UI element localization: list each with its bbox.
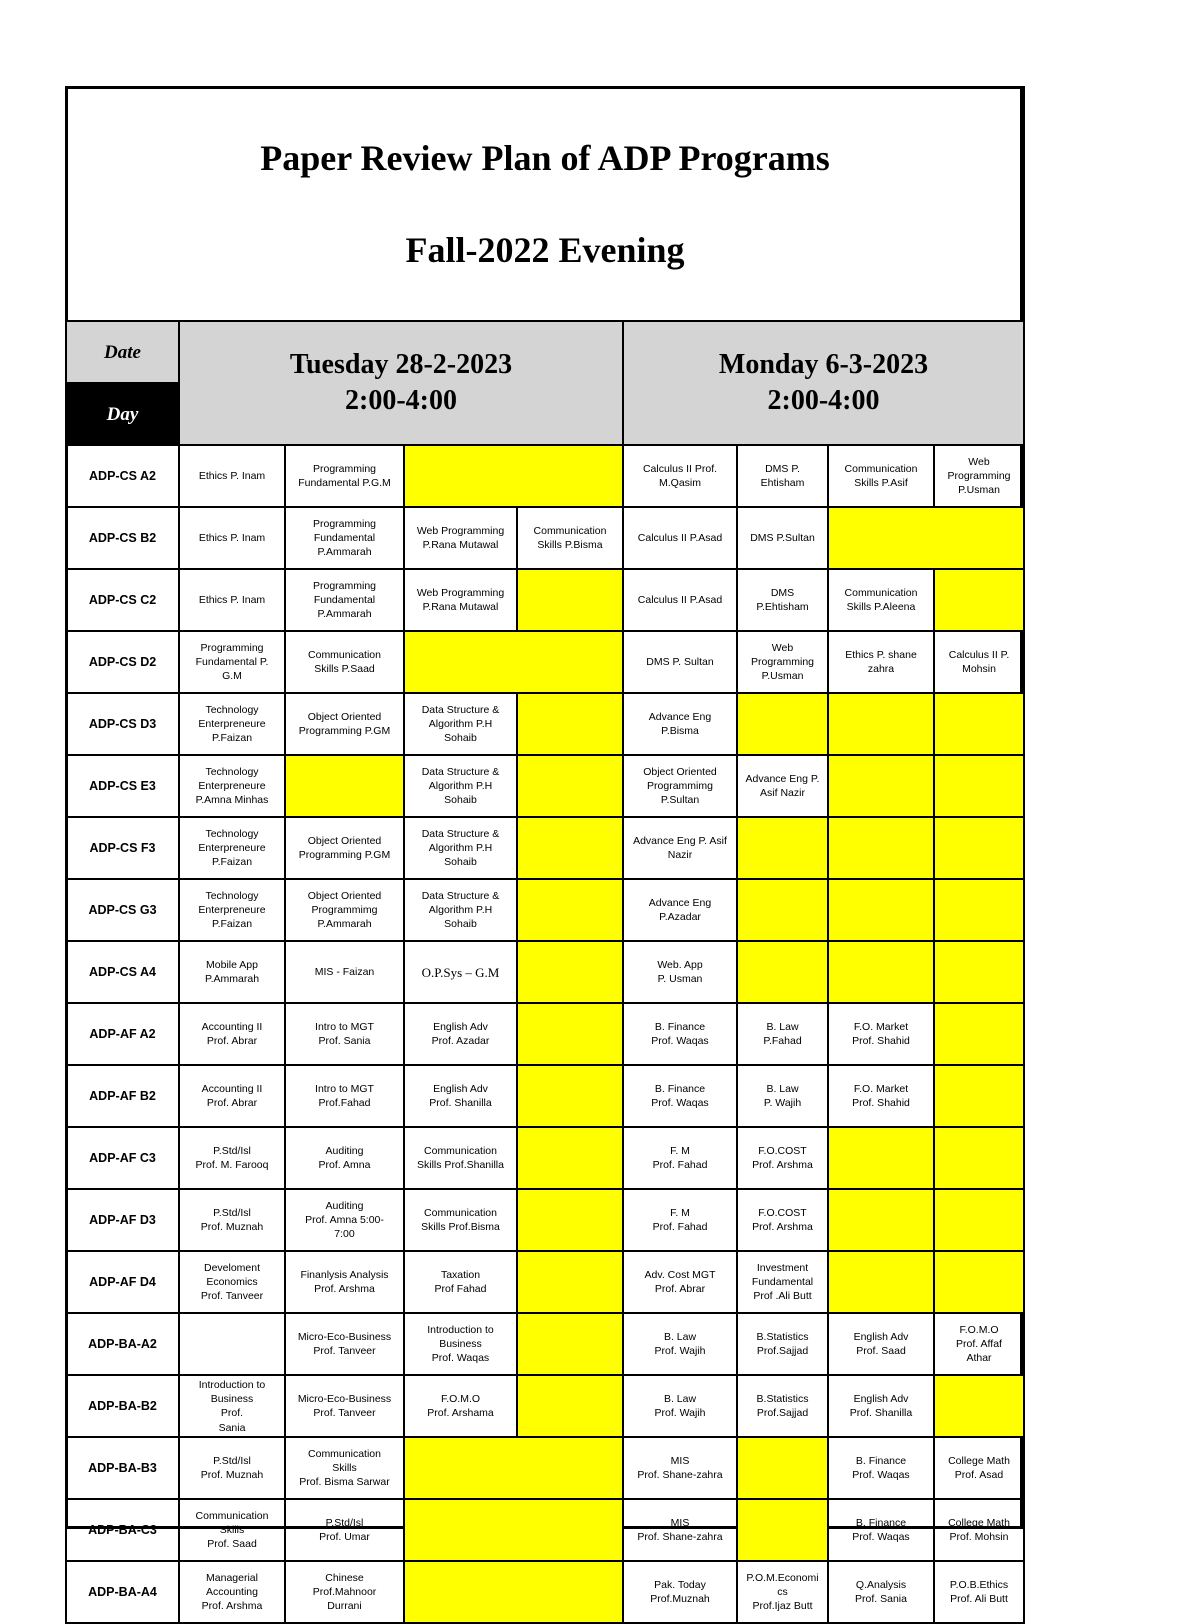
course-cell: Ethics P. shane zahra [828,631,934,693]
course-cell: Finanlysis Analysis Prof. Arshma [285,1251,404,1313]
course-cell: Taxation Prof Fahad [404,1251,517,1313]
course-cell: English Adv Prof. Azadar [404,1003,517,1065]
program-label: ADP-CS B2 [66,507,179,569]
empty-slot [737,693,828,755]
empty-slot [934,1127,1024,1189]
course-cell: MIS Prof. Shane-zahra [623,1437,737,1499]
course-cell: F.O.COST Prof. Arshma [737,1127,828,1189]
course-cell: Web Programming P.Rana Mutawal [404,569,517,631]
empty-slot [828,693,934,755]
empty-slot [737,941,828,1003]
empty-slot [285,755,404,817]
table-row [66,631,1024,693]
table-row [66,941,1024,1003]
course-cell: DMS P. Ehtisham [737,445,828,507]
program-label: ADP-AF C3 [66,1127,179,1189]
program-label: ADP-CS D2 [66,631,179,693]
table-row [66,693,1024,755]
empty-slot [934,1375,1024,1437]
course-cell: Technology Enterpreneure P.Faizan [179,879,285,941]
empty-slot [934,879,1024,941]
course-cell: Programming Fundamental P. G.M [179,631,285,693]
course-cell: Technology Enterpreneure P.Amna Minhas [179,755,285,817]
table-row [66,1003,1024,1065]
course-cell: Programming Fundamental P.G.M [285,445,404,507]
empty-slot [934,693,1024,755]
course-cell: F.O. Market Prof. Shahid [828,1003,934,1065]
course-cell: College Math Prof. Mohsin [934,1499,1024,1561]
table-row [66,879,1024,941]
course-cell: P.Std/Isl Prof. Umar [285,1499,404,1561]
course-cell: Communication Skills Prof.Bisma [404,1189,517,1251]
course-cell: P.Std/Isl Prof. M. Farooq [179,1127,285,1189]
empty-slot [737,817,828,879]
program-label: ADP-CS G3 [66,879,179,941]
table-row [66,507,1024,569]
empty-slot [828,1127,934,1189]
course-cell: P.O.B.Ethics Prof. Ali Butt [934,1561,1024,1623]
empty-slot [517,1251,623,1313]
course-cell: Advance Eng P.Bisma [623,693,737,755]
course-cell: B. Law Prof. Wajih [623,1375,737,1437]
empty-slot [517,1375,623,1437]
course-cell: B. Law P.Fahad [737,1003,828,1065]
empty-slot [934,941,1024,1003]
empty-slot [934,755,1024,817]
empty-slot [517,1189,623,1251]
course-cell: Object Oriented Programming P.GM [285,817,404,879]
empty-slot [517,879,623,941]
course-cell: Web. App P. Usman [623,941,737,1003]
course-cell: Calculus II P.Asad [623,507,737,569]
course-cell: F. M Prof. Fahad [623,1189,737,1251]
program-label: ADP-CS E3 [66,755,179,817]
course-cell: Web Programming P.Usman [934,445,1024,507]
course-cell: MIS Prof. Shane-zahra [623,1499,737,1561]
course-cell: Object Oriented Programming P.GM [285,693,404,755]
course-cell: B. Finance Prof. Waqas [623,1003,737,1065]
course-cell: Ethics P. Inam [179,445,285,507]
course-cell: Communication Skills P.Aleena [828,569,934,631]
course-cell: Q.Analysis Prof. Sania [828,1561,934,1623]
course-cell: English Adv Prof. Shanilla [828,1375,934,1437]
program-label: ADP-AF D4 [66,1251,179,1313]
empty-slot [828,817,934,879]
course-cell: DMS P. Sultan [623,631,737,693]
program-label: ADP-CS A4 [66,941,179,1003]
day2-header: Monday 6-3-2023 2:00-4:00 [623,321,1024,445]
course-cell: Programming Fundamental P.Ammarah [285,569,404,631]
course-cell: B. Law Prof. Wajih [623,1313,737,1375]
program-label: ADP-CS C2 [66,569,179,631]
empty-slot [934,1003,1024,1065]
course-cell: P.O.M.Economi cs Prof.Ijaz Butt [737,1561,828,1623]
program-label: ADP-AF D3 [66,1189,179,1251]
course-cell: Auditing Prof. Amna [285,1127,404,1189]
course-cell: Calculus II P. Mohsin [934,631,1024,693]
empty-slot [404,631,623,693]
course-cell: Communication Skills Prof. Bisma Sarwar [285,1437,404,1499]
course-cell: Calculus II Prof. M.Qasim [623,445,737,507]
empty-slot [517,693,623,755]
course-cell: Advance Eng P. Asif Nazir [737,755,828,817]
empty-slot [517,1065,623,1127]
table-row [66,1189,1024,1251]
course-cell: Object Oriented Programmimg P.Sultan [623,755,737,817]
course-cell: Data Structure & Algorithm P.H Sohaib [404,879,517,941]
program-label: ADP-AF A2 [66,1003,179,1065]
program-label: ADP-BA-C3 [66,1499,179,1561]
course-cell: B.Statistics Prof.Sajjad [737,1375,828,1437]
table-row [66,1375,1024,1437]
course-cell: Ethics P. Inam [179,507,285,569]
course-cell: O.P.Sys – G.M [404,941,517,1003]
empty-slot [404,1437,623,1499]
course-cell: Web Programming P.Rana Mutawal [404,507,517,569]
course-cell: Micro-Eco-Business Prof. Tanveer [285,1375,404,1437]
course-cell: Web Programming P.Usman [737,631,828,693]
course-cell: Introduction to Business Prof. Waqas [404,1313,517,1375]
empty-slot [934,1251,1024,1313]
date-label: Date [66,321,179,383]
empty-slot [828,1189,934,1251]
empty-slot [828,1251,934,1313]
course-cell: B. Finance Prof. Waqas [828,1437,934,1499]
empty-slot [828,941,934,1003]
course-cell: P.Std/Isl Prof. Muznah [179,1189,285,1251]
empty-slot [934,1065,1024,1127]
course-cell: Communication Skills P.Bisma [517,507,623,569]
course-cell: P.Std/Isl Prof. Muznah [179,1437,285,1499]
course-cell: B. Finance Prof. Waqas [828,1499,934,1561]
course-cell: F.O. Market Prof. Shahid [828,1065,934,1127]
course-cell: Communication Skills Prof. Saad [179,1499,285,1561]
page-title [66,87,1024,321]
course-cell: English Adv Prof. Shanilla [404,1065,517,1127]
empty-slot [517,1127,623,1189]
course-cell [179,1313,285,1375]
empty-slot [404,445,623,507]
table-row [66,569,1024,631]
course-cell: Data Structure & Algorithm P.H Sohaib [404,693,517,755]
program-label: ADP-CS F3 [66,817,179,879]
table-row [66,755,1024,817]
course-cell: Technology Enterpreneure P.Faizan [179,817,285,879]
program-label: ADP-CS D3 [66,693,179,755]
course-cell: Data Structure & Algorithm P.H Sohaib [404,755,517,817]
course-cell: Intro to MGT Prof.Fahad [285,1065,404,1127]
empty-slot [934,817,1024,879]
course-cell: Advance Eng P. Asif Nazir [623,817,737,879]
empty-slot [517,1003,623,1065]
table-row [66,1127,1024,1189]
table-row [66,445,1024,507]
table-row [66,1437,1024,1499]
program-label: ADP-CS A2 [66,445,179,507]
program-label: ADP-BA-B2 [66,1375,179,1437]
empty-slot [737,879,828,941]
course-cell: Managerial Accounting Prof. Arshma [179,1561,285,1623]
course-cell: Develoment Economics Prof. Tanveer [179,1251,285,1313]
course-cell: DMS P.Sultan [737,507,828,569]
title-line-1: Paper Review Plan of ADP Programs [260,138,830,179]
program-label: ADP-BA-A2 [66,1313,179,1375]
title-line-2: Fall-2022 Evening [405,230,685,271]
empty-slot [517,817,623,879]
course-cell: English Adv Prof. Saad [828,1313,934,1375]
course-cell: B. Law P. Wajih [737,1065,828,1127]
course-cell: Advance Eng P.Azadar [623,879,737,941]
course-cell: F.O.COST Prof. Arshma [737,1189,828,1251]
course-cell: Object Oriented Programmimg P.Ammarah [285,879,404,941]
course-cell: F. M Prof. Fahad [623,1127,737,1189]
course-cell: B. Finance Prof. Waqas [623,1065,737,1127]
course-cell: Investment Fundamental Prof .Ali Butt [737,1251,828,1313]
course-cell: Communication Skills P.Asif [828,445,934,507]
course-cell: Accounting II Prof. Abrar [179,1003,285,1065]
course-cell: Communication Skills Prof.Shanilla [404,1127,517,1189]
course-cell: DMS P.Ehtisham [737,569,828,631]
table-row [66,1313,1024,1375]
program-label: ADP-AF B2 [66,1065,179,1127]
table-row [66,1251,1024,1313]
review-plan-table [65,86,1025,1624]
day1-header: Tuesday 28-2-2023 2:00-4:00 [179,321,623,445]
program-label: ADP-BA-B3 [66,1437,179,1499]
course-cell: Accounting II Prof. Abrar [179,1065,285,1127]
course-cell: Introduction to Business Prof. Sania [179,1375,285,1437]
course-cell: Micro-Eco-Business Prof. Tanveer [285,1313,404,1375]
course-cell: B.Statistics Prof.Sajjad [737,1313,828,1375]
empty-slot [828,507,1024,569]
empty-slot [517,1313,623,1375]
program-label: ADP-BA-A4 [66,1561,179,1623]
empty-slot [828,879,934,941]
course-cell: Auditing Prof. Amna 5:00- 7:00 [285,1189,404,1251]
course-cell: Mobile App P.Ammarah [179,941,285,1003]
course-cell: Technology Enterpreneure P.Faizan [179,693,285,755]
course-cell: Calculus II P.Asad [623,569,737,631]
course-cell: F.O.M.O Prof. Arshama [404,1375,517,1437]
course-cell: F.O.M.O Prof. Affaf Athar [934,1313,1024,1375]
empty-slot [737,1499,828,1561]
empty-slot [828,755,934,817]
empty-slot [934,569,1024,631]
day-label: Day [66,383,179,445]
empty-slot [517,755,623,817]
empty-slot [404,1561,623,1623]
course-cell: College Math Prof. Asad [934,1437,1024,1499]
course-cell: Chinese Prof.Mahnoor Durrani [285,1561,404,1623]
table-row [66,817,1024,879]
table-row [66,1499,1024,1561]
course-cell: MIS - Faizan [285,941,404,1003]
table-row [66,1561,1024,1623]
empty-slot [934,1189,1024,1251]
course-cell: Adv. Cost MGT Prof. Abrar [623,1251,737,1313]
course-cell: Data Structure & Algorithm P.H Sohaib [404,817,517,879]
empty-slot [517,941,623,1003]
course-cell: Ethics P. Inam [179,569,285,631]
course-cell: Programming Fundamental P.Ammarah [285,507,404,569]
course-cell: Intro to MGT Prof. Sania [285,1003,404,1065]
course-cell: Pak. Today Prof.Muznah [623,1561,737,1623]
empty-slot [404,1499,623,1561]
table-row [66,1065,1024,1127]
course-cell: Communication Skills P.Saad [285,631,404,693]
empty-slot [737,1437,828,1499]
empty-slot [517,569,623,631]
